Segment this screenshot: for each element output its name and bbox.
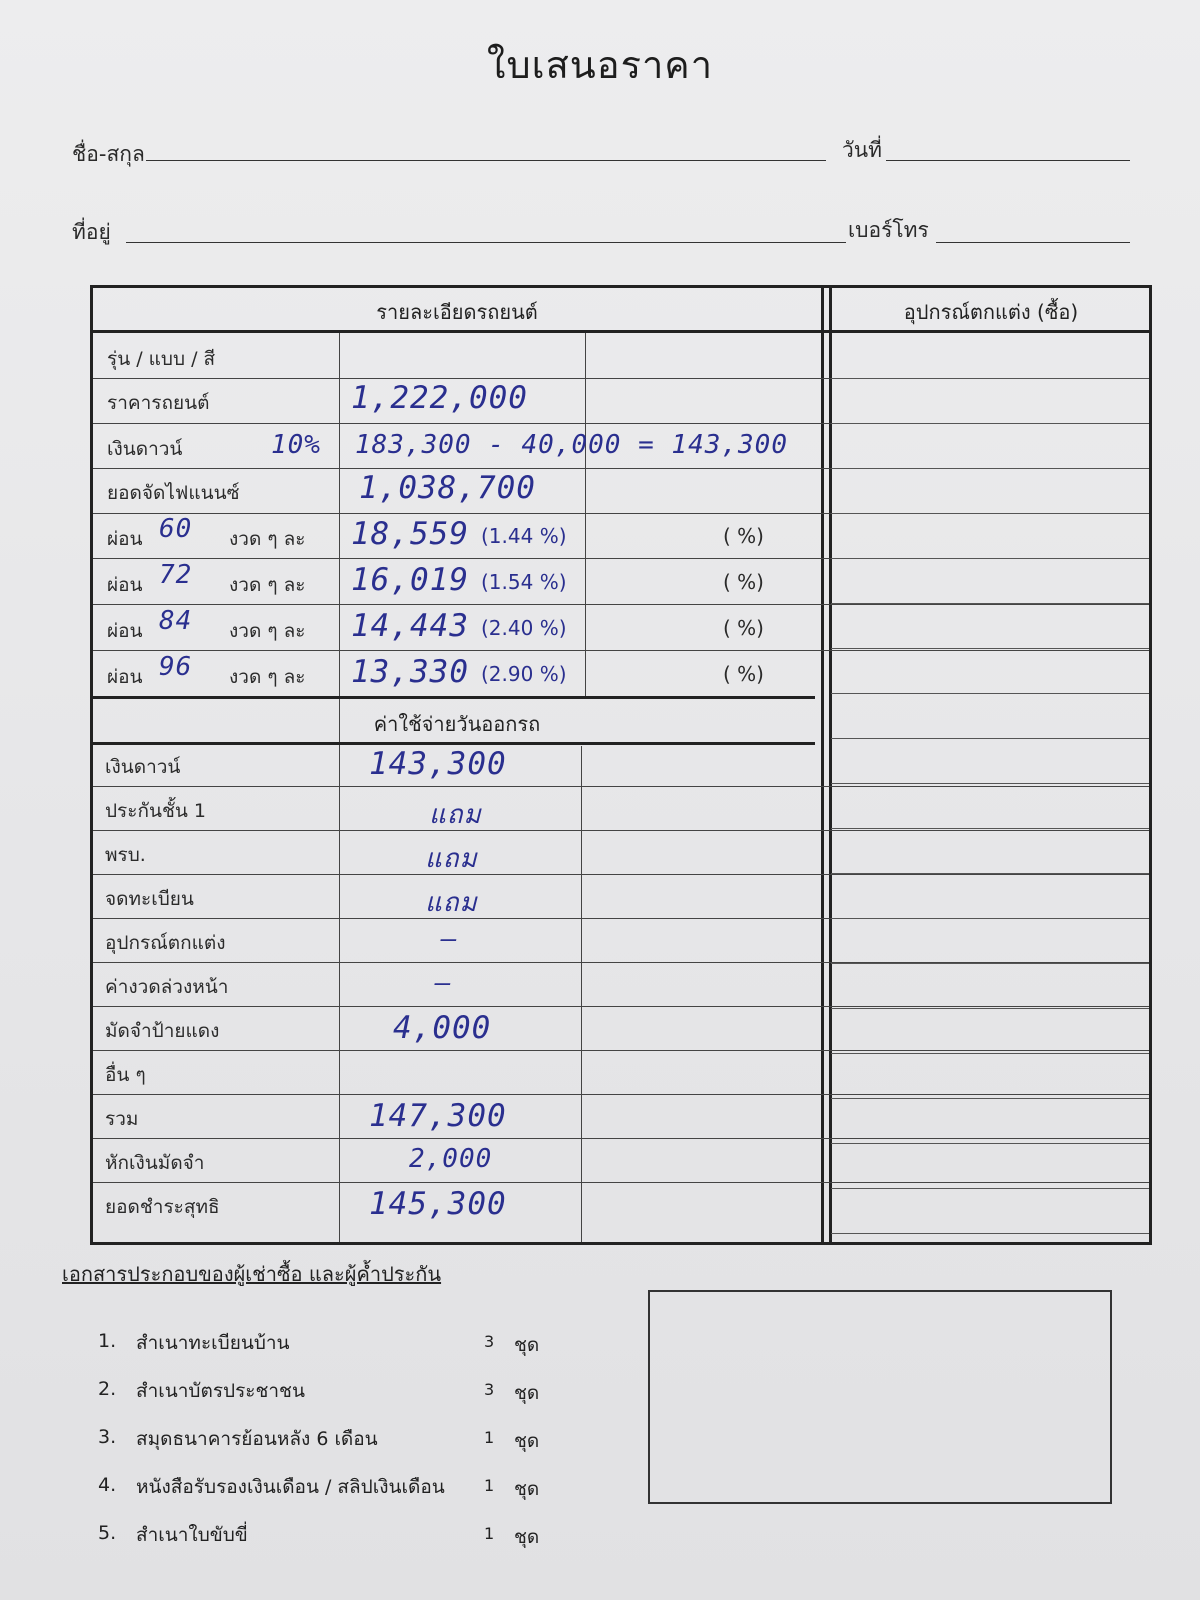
divider-value-col-2 [581,746,582,1242]
section-divider [93,742,815,745]
delivery-value: แถม [429,800,482,830]
delivery-label: ยอดชำระสุทธิ [105,1196,220,1218]
delivery-value: 4,000 [393,1010,492,1046]
signature-box [648,1290,1112,1504]
accessory-line[interactable] [831,513,1149,514]
installment-rate-empty: ( %) [723,662,764,686]
document-name: สมุดธนาคารย้อนหลัง 6 เดือน [136,1428,378,1450]
accessory-line[interactable] [831,1008,1149,1009]
delivery-value: แถม [425,844,478,874]
documents-title: เอกสารประกอบของผู้เช่าซื้อ และผู้ค้ำประกัน [62,1262,442,1286]
delivery-label: เงินดาวน์ [105,756,181,778]
name-label: ชื่อ-สกุล [72,142,145,166]
document-name: สำเนาทะเบียนบ้าน [136,1332,290,1354]
date-label: วันที่ [842,138,882,162]
document-qty: 1 [484,1428,495,1447]
divider-label-col [339,333,340,1242]
document-name: สำเนาบัตรประชาชน [136,1380,305,1402]
installment-rate: (1.44 %) [481,524,567,548]
document-number: 4. [98,1474,117,1496]
delivery-label: อื่น ๆ [105,1064,146,1086]
document-name: หนังสือรับรองเงินเดือน / สลิปเงินเดือน [136,1476,445,1498]
accessory-line[interactable] [831,468,1149,469]
installment-pre: ผ่อน [107,574,143,596]
car-details-heading: รายละเอียดรถยนต์ [376,300,538,324]
document-number: 2. [98,1378,117,1400]
installment-pre: ผ่อน [107,666,143,688]
installment-post: งวด ๆ ละ [229,620,306,642]
delivery-value: 147,300 [369,1098,507,1134]
phone-label: เบอร์โทร [848,218,929,242]
accessory-line[interactable] [831,1053,1149,1054]
model-label: รุ่น / แบบ / สี [107,348,216,370]
accessory-line[interactable] [831,1188,1149,1189]
document-name: สำเนาใบขับขี่ [136,1524,248,1546]
installment-rate-empty: ( %) [723,524,764,548]
address-field[interactable] [126,242,846,243]
accessory-line[interactable] [831,1098,1149,1099]
document-unit: ชุด [514,1334,540,1356]
address-label: ที่อยู่ [72,220,111,244]
name-field[interactable] [146,160,826,161]
installment-post: งวด ๆ ละ [229,666,306,688]
document-unit: ชุด [514,1478,540,1500]
installment-amount: 18,559 [351,516,469,552]
accessory-line[interactable] [831,648,1149,649]
section-divider [93,696,815,699]
delivery-label: จดทะเบียน [105,888,194,910]
document-qty: 3 [484,1332,495,1351]
accessory-line[interactable] [831,1233,1149,1234]
installment-months: 60 [159,514,193,544]
down-label: เงินดาวน์ [107,438,183,460]
document-qty: 1 [484,1524,495,1543]
delivery-label: อุปกรณ์ตกแต่ง [105,932,226,954]
document-unit: ชุด [514,1382,540,1404]
installment-amount: 13,330 [351,654,469,690]
accessories-heading: อุปกรณ์ตกแต่ง (ซื้อ) [903,300,1079,324]
accessory-line[interactable] [831,828,1149,829]
accessory-line[interactable] [831,963,1149,964]
installment-pre: ผ่อน [107,620,143,642]
installment-pre: ผ่อน [107,528,143,550]
installment-rate: (2.40 %) [481,616,567,640]
accessory-line[interactable] [831,738,1149,739]
price-label: ราคารถยนต์ [107,392,210,414]
accessory-line[interactable] [831,423,1149,424]
delivery-value: 2,000 [409,1144,493,1174]
delivery-value: 145,300 [369,1186,507,1222]
installment-amount: 14,443 [351,608,469,644]
document-unit: ชุด [514,1430,540,1452]
divider-value-col [585,333,586,698]
delivery-label: รวม [105,1108,139,1130]
delivery-value: 143,300 [369,746,507,782]
finance-label: ยอดจัดไฟแนนซ์ [107,482,240,504]
delivery-label: มัดจำป้ายแดง [105,1020,220,1042]
installment-amount: 16,019 [351,562,469,598]
installment-rate: (1.54 %) [481,570,567,594]
accessory-line[interactable] [831,558,1149,559]
divider-main [821,288,824,1242]
delivery-value: แถม [425,888,478,918]
accessory-line[interactable] [831,603,1149,604]
accessory-line[interactable] [831,693,1149,694]
installment-months: 84 [159,606,193,636]
installment-post: งวด ๆ ละ [229,574,306,596]
accessory-line[interactable] [831,918,1149,919]
document-number: 3. [98,1426,117,1448]
installment-months: 72 [159,560,193,590]
accessory-line[interactable] [831,1143,1149,1144]
installment-rate-empty: ( %) [723,570,764,594]
delivery-label: พรบ. [105,844,146,866]
accessory-line[interactable] [831,873,1149,874]
date-field[interactable] [886,160,1130,161]
accessory-line[interactable] [831,378,1149,379]
delivery-value: — [441,924,458,954]
delivery-label: ค่างวดล่วงหน้า [105,976,229,998]
installment-rate: (2.90 %) [481,662,567,686]
installment-post: งวด ๆ ละ [229,528,306,550]
document-number: 5. [98,1522,117,1544]
finance-value: 1,038,700 [359,470,536,506]
price-value: 1,222,000 [351,380,528,416]
down-percent: 10% [271,430,321,460]
document-unit: ชุด [514,1526,540,1548]
delivery-label: ประกันชั้น 1 [105,800,206,822]
document-qty: 1 [484,1476,495,1495]
down-value: 183,300 - 40,000 = 143,300 [355,430,788,460]
page-title: ใบเสนอราคา [486,43,714,87]
document-qty: 3 [484,1380,495,1399]
phone-field[interactable] [936,242,1130,243]
installment-rate-empty: ( %) [723,616,764,640]
accessories-column [831,333,1149,1242]
delivery-label: หักเงินมัดจำ [105,1152,205,1174]
document-number: 1. [98,1330,117,1352]
delivery-value: — [435,968,452,998]
installment-months: 96 [159,652,193,682]
delivery-heading: ค่าใช้จ่ายวันออกรถ [373,712,541,736]
accessory-line[interactable] [831,783,1149,784]
quotation-table [90,285,1152,1245]
